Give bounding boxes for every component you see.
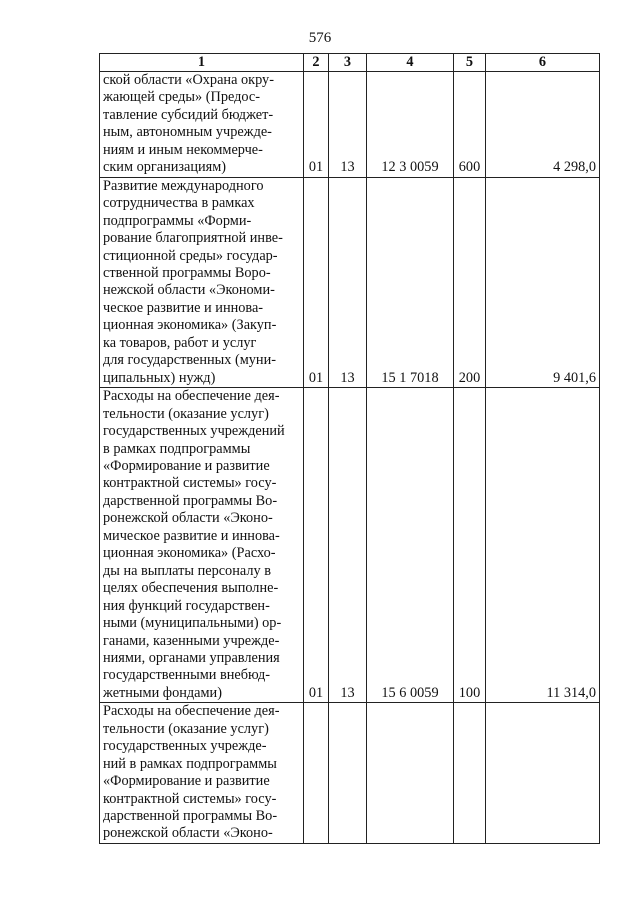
page-number: 576 — [308, 30, 332, 46]
row-expense-type: 200 — [454, 177, 486, 387]
row-target-article — [367, 703, 454, 844]
row-amount: 11 314,0 — [486, 388, 600, 703]
row-section-code — [304, 703, 329, 844]
table-row — [100, 388, 600, 703]
row-section-code: 01 — [304, 72, 329, 178]
budget-table — [99, 53, 600, 844]
table-row — [100, 177, 600, 387]
row-subsection-code: 13 — [329, 177, 367, 387]
row-target-article: 15 1 7018 — [367, 177, 454, 387]
column-header-6: 6 — [486, 54, 600, 72]
row-description: Расходы на обеспечение дея- тельности (оказание услуг) государственных учрежде- ний в рамках подпрограммы «Формирование и развитие контрактной системы» госу- дарственной программы Во- ронежской области «Эконо- — [100, 703, 304, 844]
row-section-code: 01 — [304, 177, 329, 387]
row-amount: 4 298,0 — [486, 72, 600, 178]
column-header-5: 5 — [454, 54, 486, 72]
table-header-row — [100, 54, 600, 72]
column-header-2: 2 — [304, 54, 329, 72]
row-amount — [486, 703, 600, 844]
row-subsection-code: 13 — [329, 388, 367, 703]
row-expense-type: 100 — [454, 388, 486, 703]
row-expense-type: 600 — [454, 72, 486, 178]
table-row — [100, 703, 600, 844]
row-target-article: 15 6 0059 — [367, 388, 454, 703]
row-amount: 9 401,6 — [486, 177, 600, 387]
column-header-4: 4 — [367, 54, 454, 72]
column-header-3: 3 — [329, 54, 367, 72]
row-section-code: 01 — [304, 388, 329, 703]
row-expense-type — [454, 703, 486, 844]
column-header-1: 1 — [100, 54, 304, 72]
row-subsection-code — [329, 703, 367, 844]
row-description: Развитие международного сотрудничества в рамках подпрограммы «Форми- рование благоприятной инве- стиционной среды» государ- ственной программы Воро- нежской области «Экономи- ческое развитие и иннова- ционная экономика» (Закуп- ка товаров, работ и услуг для государственных (муни- ципальных) нужд) — [100, 177, 304, 387]
row-target-article: 12 3 0059 — [367, 72, 454, 178]
table-row — [100, 72, 600, 178]
row-description: Расходы на обеспечение дея- тельности (оказание услуг) государственных учреждений в рамках подпрограммы «Формирование и развитие контрактной системы» госу- дарственной программы Во- ронежской области «Эконо- мическое развитие и иннова- ционная экономика» (Расхо- ды на выплаты персоналу в целях обеспечения выполне- ния функций государствен- ными (муниципальными) ор- ганами, казенными учрежде- ниями, органами управления государственными внебюд- жетными фондами) — [100, 388, 304, 703]
row-description: ской области «Охрана окру- жающей среды» (Предос- тавление субсидий бюджет- ным, автономным учрежде- ниям и иным некоммерче- ским организациям) — [100, 72, 304, 178]
row-subsection-code: 13 — [329, 72, 367, 178]
